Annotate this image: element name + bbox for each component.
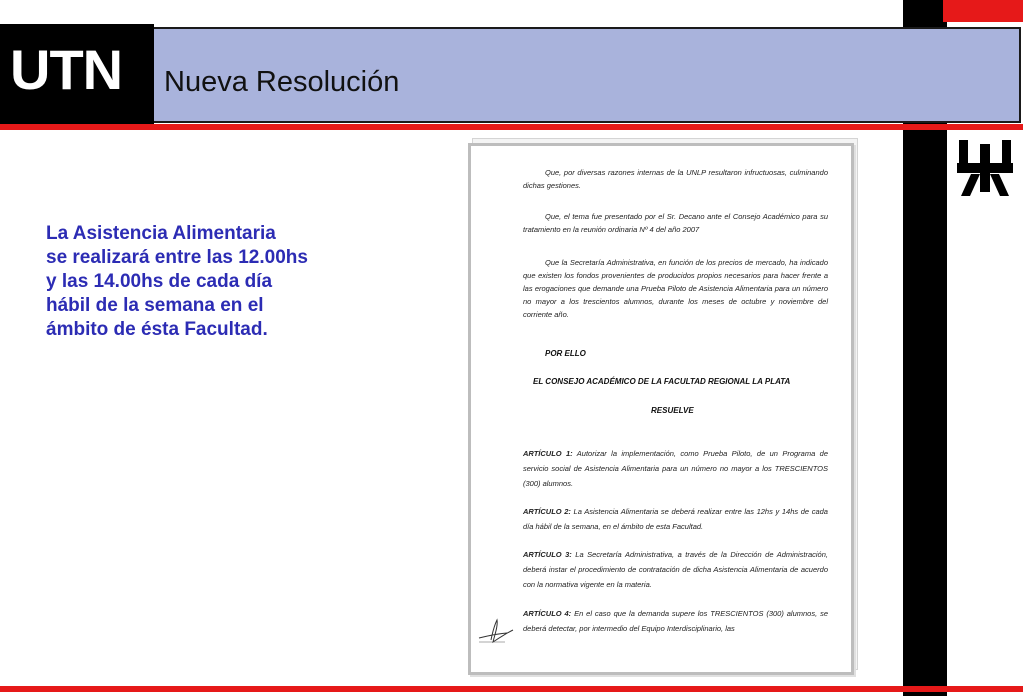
doc-paragraph: Que la Secretaría Administrativa, en función de los precios de mercado, ha indicado que existen los fondos provenientes de producidos propios necesarios para hacer frente a las erogaciones que demande una Prueba Piloto de Asistencia Alimentaria para un número no mayor a los trescientos alumnos, durante los meses de octubre y noviembre del corriente año. — [523, 258, 828, 319]
doc-por-ello: POR ELLO — [545, 349, 586, 358]
doc-paragraph: Que, por diversas razones internas de la UNLP resultaron infructuosas, culminando dichas gestiones. — [523, 168, 828, 190]
doc-article — [523, 606, 828, 636]
doc-consejo: EL CONSEJO ACADÉMICO DE LA FACULTAD REGIONAL LA PLATA — [533, 377, 791, 386]
summary-line: ámbito de ésta Facultad. — [46, 319, 268, 340]
article-label: ARTÍCULO 4: — [523, 609, 572, 618]
brand-logo-text: UTN — [10, 38, 123, 101]
article-text: La Secretaría Administrativa, a través de la Dirección de Administración, deberá instar el procedimiento de contratación de dicha Asistencia Alimentaria de acuerdo con la normativa vigente en la materia. — [523, 550, 828, 589]
article-label: ARTÍCULO 3: — [523, 550, 572, 559]
signature-icon — [477, 616, 517, 646]
article-label: ARTÍCULO 2: — [523, 507, 571, 516]
doc-resuelve: RESUELVE — [651, 406, 694, 415]
page-title: Nueva Resolución — [164, 66, 400, 98]
logo-panel — [947, 130, 1023, 686]
utn-logo-icon — [953, 136, 1017, 200]
header-divider — [0, 124, 1023, 130]
doc-article — [523, 547, 828, 592]
summary-line: se realizará entre las 12.00hs — [46, 247, 308, 268]
summary-text — [46, 222, 386, 342]
footer-divider — [0, 686, 1023, 692]
article-label: ARTÍCULO 1: — [523, 449, 573, 458]
doc-paragraph: Que, el tema fue presentado por el Sr. Decano ante el Consejo Académico para su tratamiento en la reunión ordinaria Nº 4 del año 2007 — [523, 212, 828, 234]
summary-line: y las 14.00hs de cada día — [46, 271, 273, 292]
summary-line: La Asistencia Alimentaria — [46, 223, 276, 244]
top-right-red-bar — [943, 0, 1023, 22]
resolution-document — [468, 143, 854, 675]
article-text: En el caso que la demanda supere los TRESCIENTOS (300) alumnos, se deberá detectar, por intermedio del Equipo Interdisciplinario, las — [523, 609, 828, 633]
article-text: Autorizar la implementación, como Prueba Piloto, de un Programa de servicio social de Asistencia Alimentaria para un número no mayor a los TRESCIENTOS (300) alumnos. — [523, 449, 828, 488]
doc-article — [523, 446, 828, 491]
article-text: La Asistencia Alimentaria se deberá realizar entre las 12hs y 14hs de cada día hábil de la semana, en el ámbito de esta Facultad. — [523, 507, 828, 531]
doc-article — [523, 504, 828, 534]
summary-line: hábil de la semana en el — [46, 295, 264, 316]
